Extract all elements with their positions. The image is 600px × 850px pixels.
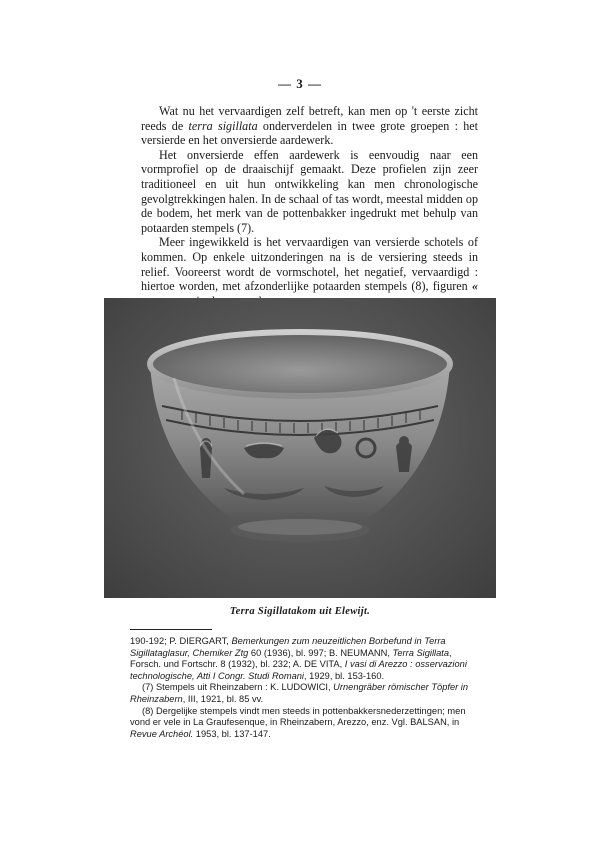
body-text [141,104,478,308]
paragraph-1-text-c: onderverdelen in twee grote groepen : het versierde en het onversierde aardewerk. [141,118,478,148]
fn7-run-2: , III, 1921, bl. 85 vv. [182,693,264,704]
bowl-foot-inner [238,519,362,535]
paragraph-1 [141,104,478,148]
term-en-creux: « [471,279,478,294]
fn7-run-1: Urnengräber römischer Töpfer in Rheinzabern [130,682,469,704]
fn8-run-0: (8) Dergelijke stempels vindt men steeds in pottenbakkersnederzettingen; men vond er vele in La Graufesenque, in Rheinzabern, Arezzo, enz. Vgl. BALSAN, in [130,705,466,728]
term-terra-sigillata: terra sigillata [188,118,258,133]
fn7-run-0: (7) Stempels uit Rheinzabern : K. LUDOWICI, [142,682,334,693]
bowl-photograph [104,298,496,598]
footnote-8 [130,706,473,741]
footnote-continuation [130,636,473,682]
fn1-run-0: 190-192; P. DIERGART, [130,636,232,646]
fn1-run-4: , Forsch. und Fortschr. 8 (1932), bl. 232; A. DE VITA, [130,647,452,670]
fn8-run-2: 1953, bl. 137-147. [193,728,271,739]
bowl-illustration [104,298,496,598]
paragraph-2: Het onversierde effen aardewerk is eenvoudig naar een vormprofiel op de draaischijf gemaakt. Deze profielen zijn zeer traditioneel en uit hun ontwikkeling kan men chronologische gevolgtrekkingen halen. In de schaal of tas wordt, meestal midden op de bodem, het merk van de pottenbakker ingedrukt met behulp van potaarden stempels (7). [141,147,478,235]
figure-caption: Terra Sigillatakom uit Elewijt. [229,606,371,617]
fn1-run-5: I vasi di Arezzo : osservazioni technologische, Atti I Congr. Studi Romani [130,659,467,681]
footnote-rule [130,629,212,630]
paragraph-1-text-a: Wat nu het vervaardigen zelf betreft, kan men op 't eerste zicht reeds de [141,104,478,133]
fn8-run-1: Revue Archéol. [130,728,194,739]
fn1-run-6: , 1929, bl. 153-160. [303,670,385,681]
paragraph-3-text-a: Meer ingewikkeld is het vervaardigen van versierde schotels of kommen. Op enkele uitzonderingen na is de versiering steeds in relief. Vooreerst wordt de vormschotel, het negatief, vervaardigd : hiertoe worden, met afzonderlijke potaarden stempels (8), figuren [141,235,478,294]
fn1-run-3: Terra Sigillata [392,647,449,658]
footnote-7 [130,682,473,705]
footnotes [130,636,473,740]
page-number: — 3 — [278,76,322,91]
fn1-run-1: Bemerkungen zum neuzeitlichen Borbefund in Terra Sigillataglasur, Chemiker Ztg [130,636,446,658]
fn1-run-2: 60 (1936), bl. 997; B. NEUMANN, [248,647,393,658]
